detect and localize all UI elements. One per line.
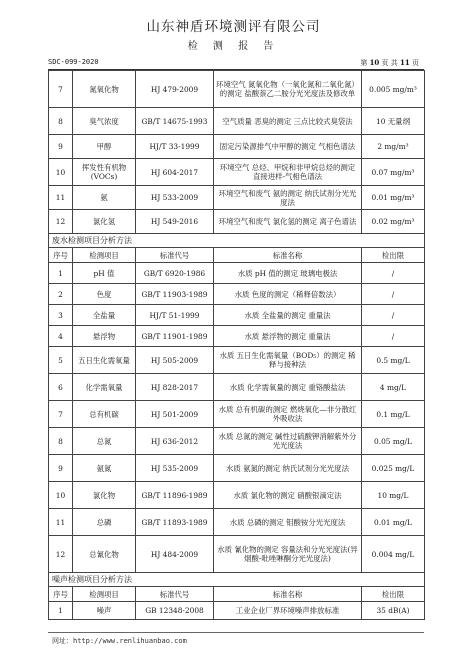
- row-method: 环境空气和废气 氨的测定 纳氏试剂分光光度法: [214, 186, 362, 210]
- row-item: pH 值: [73, 263, 136, 284]
- column-header-std: 标准代号: [136, 587, 214, 602]
- row-item: 氯化氢: [73, 210, 136, 234]
- row-std: HJ 484-2009: [136, 536, 214, 573]
- row-limit: /: [362, 263, 425, 284]
- column-header-method: 标准名称: [214, 248, 362, 263]
- row-item: 总磷: [73, 509, 136, 536]
- footer-url: 网址：http://www.renlihuanbao.com: [52, 637, 187, 645]
- row-limit: 0.01 mg/m³: [362, 186, 425, 210]
- methods-table: [48, 70, 425, 620]
- row-item: 氮氧化物: [73, 71, 136, 108]
- row-limit: 10 mg/L: [362, 482, 425, 509]
- row-item: 挥发性有机物(VOCs): [73, 159, 136, 186]
- row-item: 总有机碳: [73, 401, 136, 428]
- row-item: 总氮: [73, 428, 136, 455]
- section-row: [49, 573, 425, 587]
- document-number: SDC-099-2020: [48, 58, 99, 66]
- report-title: 检 测 报 告: [187, 41, 280, 52]
- table-row: [49, 284, 425, 305]
- row-method: 水质 总有机碳的测定 燃烧氧化—非分散红外吸收法: [214, 401, 362, 428]
- section-row: [49, 234, 425, 248]
- table-row: [49, 159, 425, 186]
- row-limit: /: [362, 284, 425, 305]
- row-std: GB/T 11901-1989: [136, 326, 214, 347]
- row-method: 水质 五日生化需氧量（BOD₅）的测定 稀释与接种法: [214, 347, 362, 374]
- row-std: HJ 636-2012: [136, 428, 214, 455]
- page-suffix: 页: [412, 59, 419, 67]
- row-no: 3: [49, 305, 73, 326]
- page-total: 11: [400, 58, 410, 67]
- row-method: 水质 化学需氧量的测定 重铬酸盐法: [214, 374, 362, 401]
- row-std: HJ/T 51-1999: [136, 305, 214, 326]
- row-limit: 35 dB(A): [362, 602, 425, 620]
- table-row: [49, 108, 425, 135]
- row-method: 环境空气 总烃、甲烷和非甲烷总烃的测定 直接进样-气相色谱法: [214, 159, 362, 186]
- column-header-limit: 检出限: [362, 248, 425, 263]
- column-header-limit: 检出限: [362, 587, 425, 602]
- company-name: 山东神盾环境测评有限公司: [146, 19, 321, 35]
- row-limit: 2 mg/m³: [362, 135, 425, 159]
- table-row: [49, 509, 425, 536]
- table-row: [49, 263, 425, 284]
- row-std: HJ 501-2009: [136, 401, 214, 428]
- row-std: HJ 549-2016: [136, 210, 214, 234]
- row-item: 总氰化物: [73, 536, 136, 573]
- row-method: 水质 氰化物的测定 容量法和分光光度法(异烟酸-吡唑啉酮分光光度法): [214, 536, 362, 573]
- row-item: 化学需氧量: [73, 374, 136, 401]
- table-row: [49, 482, 425, 509]
- table-row: [49, 347, 425, 374]
- table-row: [49, 374, 425, 401]
- table-row: [49, 602, 425, 620]
- row-std: HJ 828-2017: [136, 374, 214, 401]
- page-middle: 页 共: [381, 59, 398, 67]
- row-item: 氨: [73, 186, 136, 210]
- row-no: 12: [49, 536, 73, 573]
- row-std: GB/T 11893-1989: [136, 509, 214, 536]
- row-std: HJ 505-2009: [136, 347, 214, 374]
- row-limit: /: [362, 326, 425, 347]
- row-method: 环境空气 氮氧化物（一氧化氮和二氧化氮）的测定 盐酸萘乙二胺分光光度法及修改单: [214, 71, 362, 108]
- table-row: [49, 536, 425, 573]
- row-method: 水质 总氮的测定 碱性过硫酸钾消解紫外分光光度法: [214, 428, 362, 455]
- table-row: [49, 71, 425, 108]
- row-no: 5: [49, 347, 73, 374]
- column-header-item: 检测项目: [73, 248, 136, 263]
- footer-rule: [48, 632, 424, 633]
- row-no: 7: [49, 401, 73, 428]
- table-row: [49, 186, 425, 210]
- row-no: 1: [49, 263, 73, 284]
- column-header-no: 序号: [49, 248, 73, 263]
- row-method: 水质 色度的测定（稀释倍数法）: [214, 284, 362, 305]
- column-header-std: 标准代号: [136, 248, 214, 263]
- row-limit: 0.004 mg/L: [362, 536, 425, 573]
- row-no: 6: [49, 374, 73, 401]
- row-no: 7: [49, 71, 73, 108]
- row-limit: 0.005 mg/m³: [362, 71, 425, 108]
- row-std: HJ 533-2009: [136, 186, 214, 210]
- row-limit: 4 mg/L: [362, 374, 425, 401]
- table-row: [49, 401, 425, 428]
- row-no: 2: [49, 284, 73, 305]
- row-item: 悬浮物: [73, 326, 136, 347]
- row-std: HJ 535-2009: [136, 455, 214, 482]
- row-method: 水质 氯化物的测定 硝酸银滴定法: [214, 482, 362, 509]
- row-no: 8: [49, 428, 73, 455]
- row-method: 空气质量 恶臭的测定 三点比较式臭袋法: [214, 108, 362, 135]
- row-no: 10: [49, 159, 73, 186]
- section-title-water: 废水检测项目分析方法: [49, 234, 425, 248]
- row-method: 环境空气和废气 氯化氢的测定 离子色谱法: [214, 210, 362, 234]
- header-row: [49, 587, 425, 602]
- row-item: 全盐量: [73, 305, 136, 326]
- row-std: HJ/T 33-1999: [136, 135, 214, 159]
- row-limit: 0.5 mg/L: [362, 347, 425, 374]
- table-row: [49, 210, 425, 234]
- row-limit: 0.07 mg/m³: [362, 159, 425, 186]
- row-limit: 0.02 mg/m³: [362, 210, 425, 234]
- row-method: 水质 氨氮的测定 纳氏试剂分光光度法: [214, 455, 362, 482]
- row-limit: 0.05 mg/L: [362, 428, 425, 455]
- row-no: 1: [49, 602, 73, 620]
- row-limit: /: [362, 305, 425, 326]
- table-row: [49, 428, 425, 455]
- row-no: 11: [49, 509, 73, 536]
- row-no: 9: [49, 455, 73, 482]
- row-std: HJ 479-2009: [136, 71, 214, 108]
- row-limit: 10 无量纲: [362, 108, 425, 135]
- column-header-no: 序号: [49, 587, 73, 602]
- row-item: 氨氮: [73, 455, 136, 482]
- row-std: GB 12348-2008: [136, 602, 214, 620]
- page-prefix: 第: [360, 59, 368, 67]
- table-row: [49, 326, 425, 347]
- row-method: 水质 pH 值的测定 玻璃电极法: [214, 263, 362, 284]
- row-method: 固定污染源排气中甲醇的测定 气相色谱法: [214, 135, 362, 159]
- row-std: GB/T 11896-1989: [136, 482, 214, 509]
- row-item: 臭气浓度: [73, 108, 136, 135]
- row-no: 12: [49, 210, 73, 234]
- row-std: GB/T 6920-1986: [136, 263, 214, 284]
- page-current: 10: [369, 58, 380, 67]
- row-std: GB/T 11903-1989: [136, 284, 214, 305]
- row-method: 水质 悬浮物的测定 重量法: [214, 326, 362, 347]
- row-std: HJ 604-2017: [136, 159, 214, 186]
- row-method: 水质 全盐量的测定 重量法: [214, 305, 362, 326]
- row-method: 工业企业厂界环境噪声排放标准: [214, 602, 362, 620]
- row-no: 9: [49, 135, 73, 159]
- header-row: [49, 248, 425, 263]
- row-limit: 0.01 mg/L: [362, 509, 425, 536]
- row-method: 水质 总磷的测定 钼酸铵分光光度法: [214, 509, 362, 536]
- row-item: 甲醇: [73, 135, 136, 159]
- row-no: 11: [49, 186, 73, 210]
- row-limit: 0.025 mg/L: [362, 455, 425, 482]
- row-item: 色度: [73, 284, 136, 305]
- row-item: 五日生化需氧量: [73, 347, 136, 374]
- row-no: 8: [49, 108, 73, 135]
- column-header-item: 检测项目: [73, 587, 136, 602]
- table-row: [49, 305, 425, 326]
- row-std: GB/T 14675-1993: [136, 108, 214, 135]
- row-item: 氯化物: [73, 482, 136, 509]
- row-no: 10: [49, 482, 73, 509]
- table-row: [49, 135, 425, 159]
- section-title-noise: 噪声检测项目分析方法: [49, 573, 425, 587]
- page-number: [360, 58, 419, 68]
- column-header-method: 标准名称: [214, 587, 362, 602]
- row-item: 噪声: [73, 602, 136, 620]
- row-no: 4: [49, 326, 73, 347]
- table-row: [49, 455, 425, 482]
- row-limit: 0.1 mg/L: [362, 401, 425, 428]
